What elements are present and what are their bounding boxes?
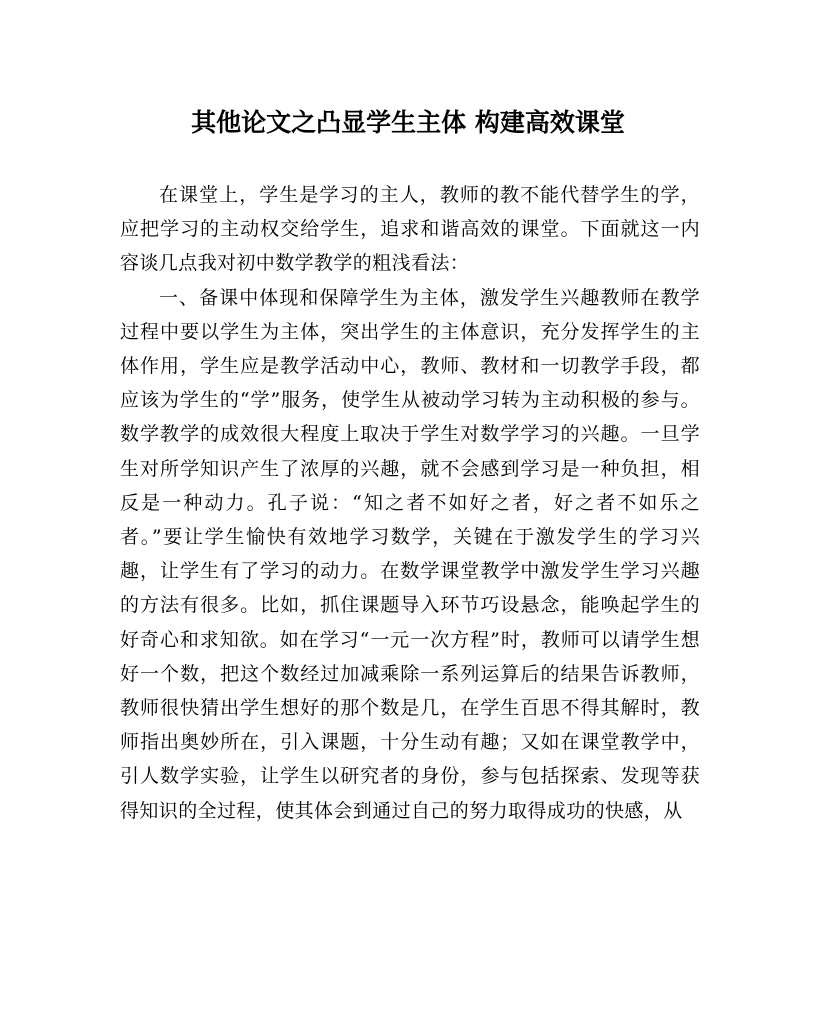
paragraph-intro: 在课堂上，学生是学习的主人，教师的教不能代替学生的学，应把学习的主动权交给学生，追求和谐高效的课堂。下面就这一内容谈几点我对初中数学教学的粗浅看法： xyxy=(120,184,700,275)
document-title: 其他论文之凸显学生主体 构建高效课堂 xyxy=(191,108,625,137)
paragraph-section-one: 一、备课中体现和保障学生为主体，激发学生兴趣教师在教学过程中要以学生为主体，突出学生的主体意识，充分发挥学生的主体作用，学生应是教学活动中心，教师、教材和一切教学手段，都应该为学生的“学”服务，使学生从被动学习转为主动积极的参与。数学教学的成效很大程度上取决于学生对数学学习的兴趣。一旦学生对所学知识产生了浓厚的兴趣，就不会感到学习是一种负担，相反是一种动力。孔子说：“知之者不如好之者，好之者不如乐之者。”要让学生愉快有效地学习数学，关键在于激发学生的学习兴趣，让学生有了学习的动力。在数学课堂教学中激发学生学习兴趣的方法有很多。比如，抓住课题导入环节巧设悬念，能唤起学生的好奇心和求知欲。如在学习“一元一次方程”时，教师可以请学生想好一个数，把这个数经过加减乘除一系列运算后的结果告诉教师，教师很快猜出学生想好的那个数是几，在学生百思不得其解时，教师指出奥妙所在，引入课题，十分生动有趣；又如在课堂教学中，引人数学实验，让学生以研究者的身份，参与包括探索、发现等获得知识的全过程，使其体会到通过自己的努力取得成功的快感，从 xyxy=(120,286,700,822)
document-body xyxy=(120,178,700,828)
